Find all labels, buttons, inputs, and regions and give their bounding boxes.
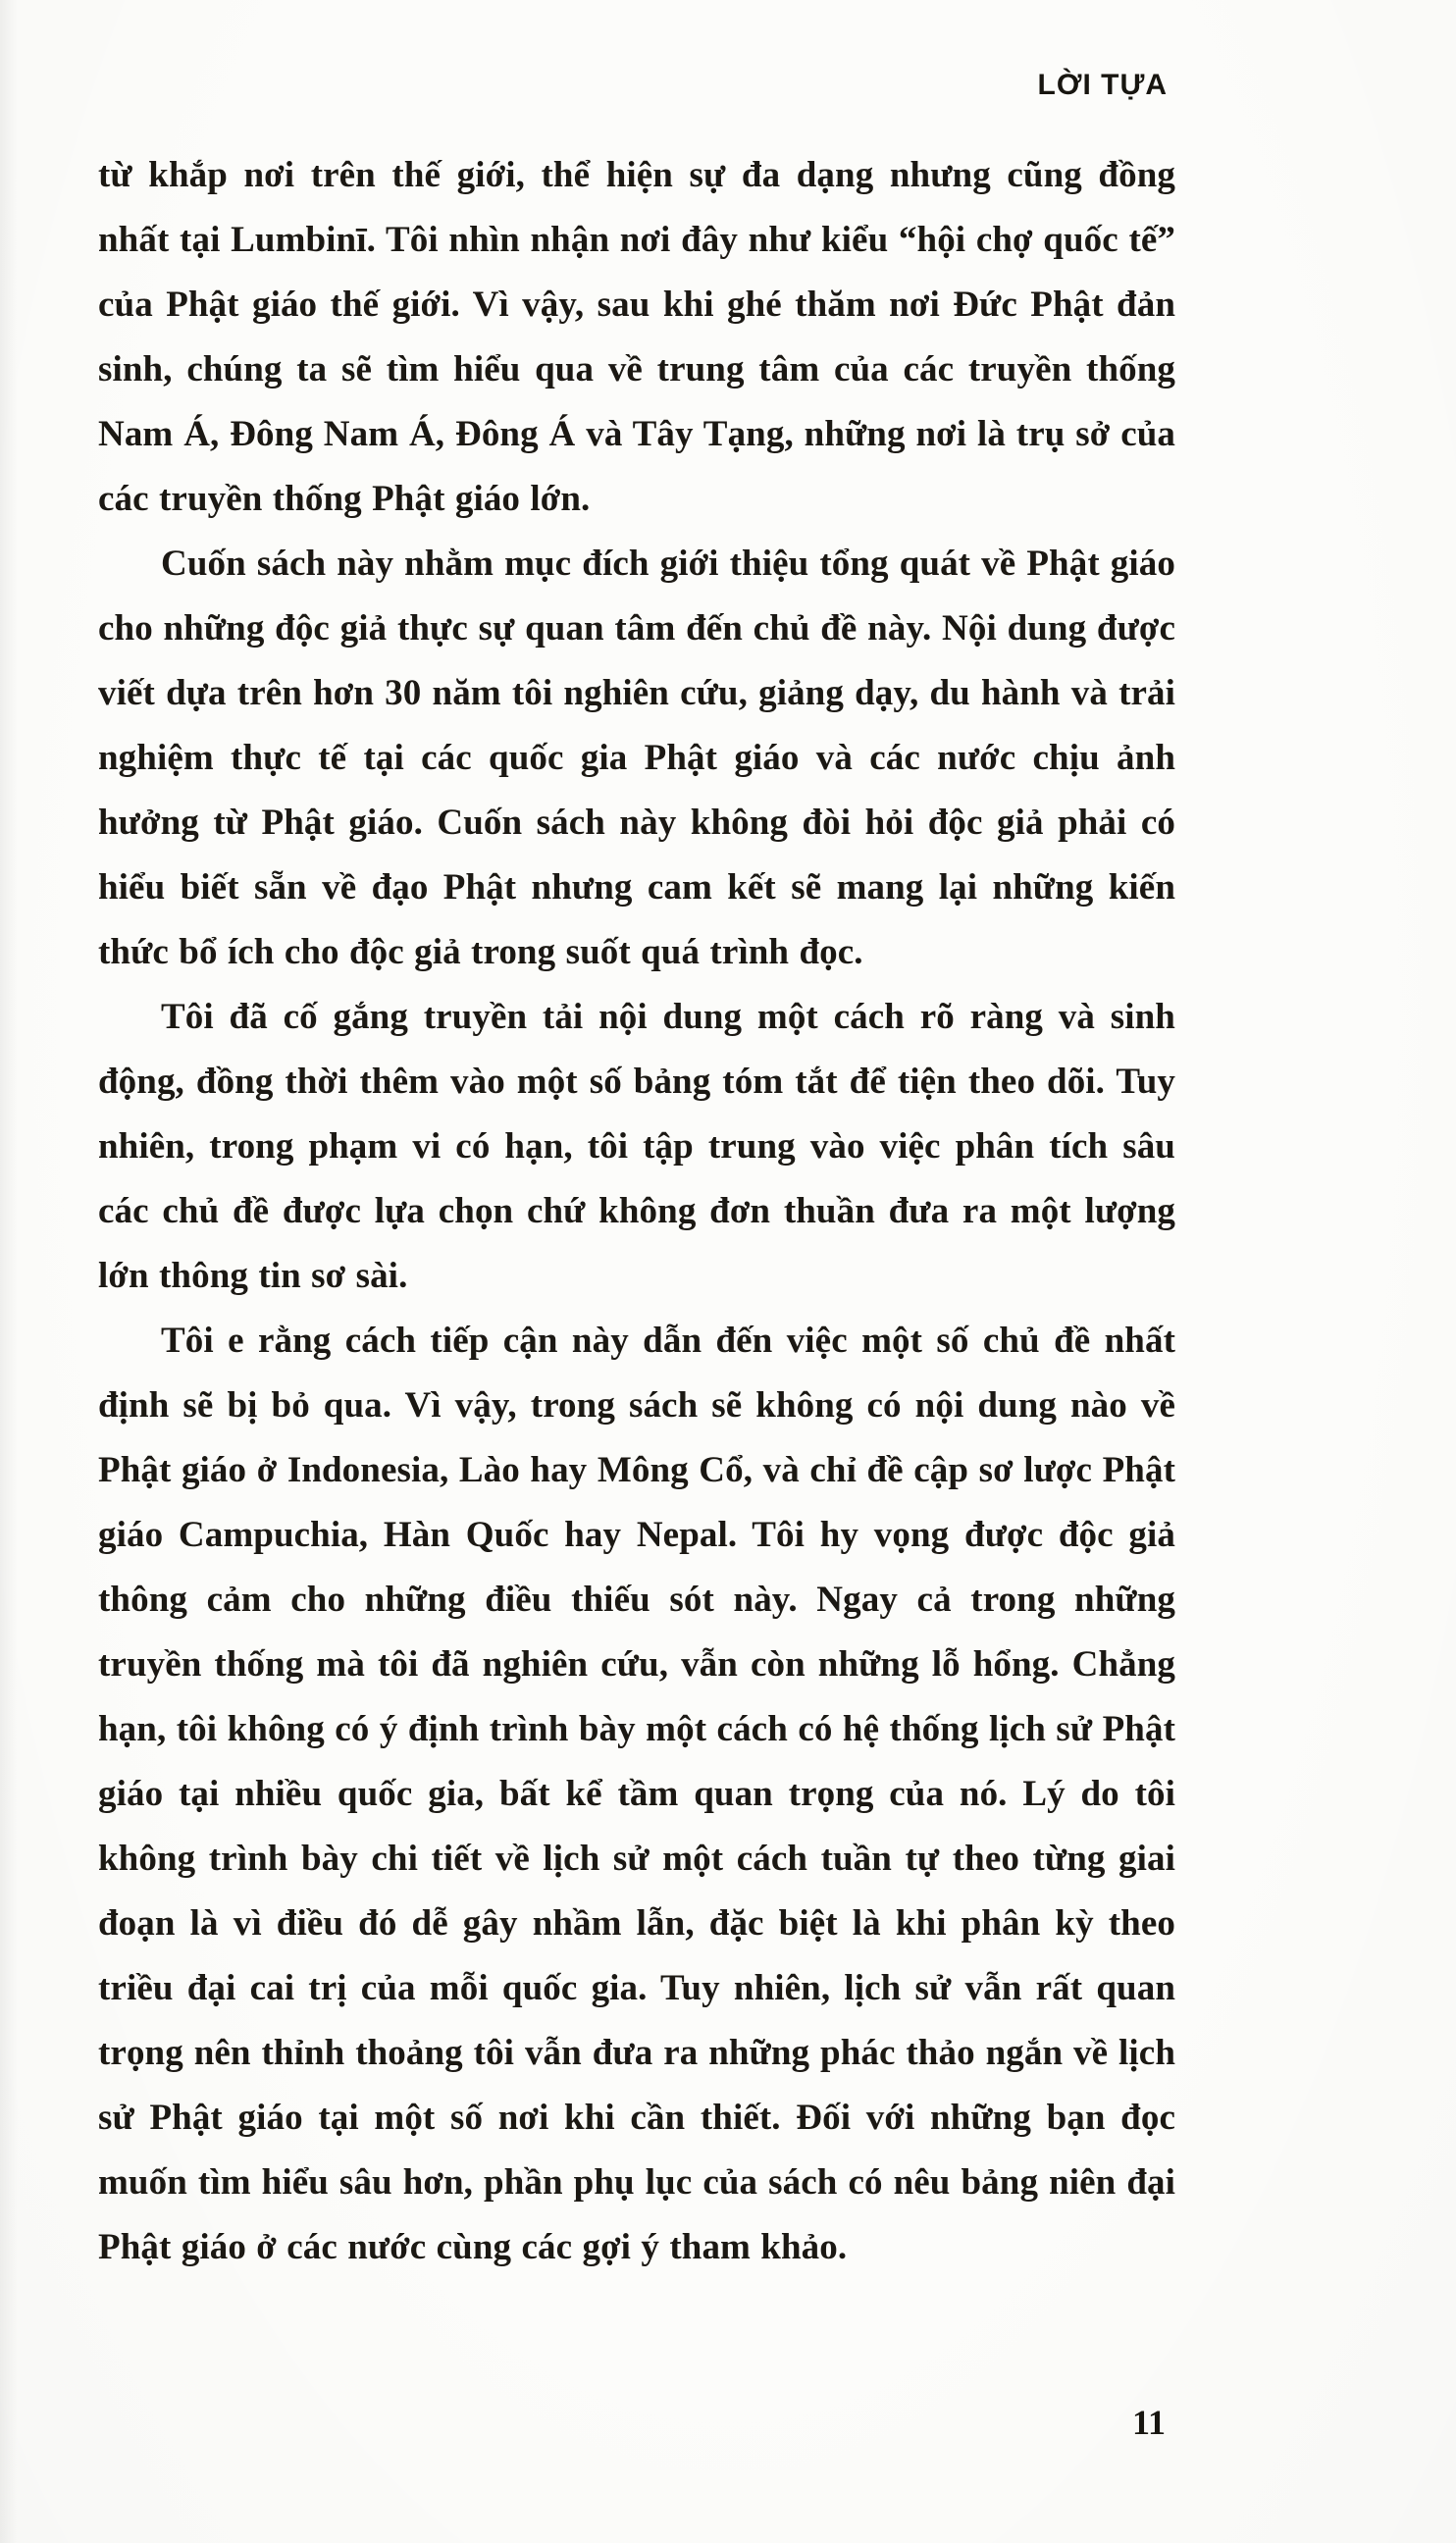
paragraph: Tôi e rằng cách tiếp cận này dẫn đến việc một số chủ đề nhất định sẽ bị bỏ qua. Vì vậy, trong sách sẽ không có nội dung nào về Phật giáo ở Indonesia, Lào hay Mông Cổ, và chỉ đề cập sơ lược Phật giáo Campuchia, Hàn Quốc hay Nepal. Tôi hy vọng được độc giả thông cảm cho những điều thiếu sót này. Ngay cả trong những truyền thống mà tôi đã nghiên cứu, vẫn còn những lỗ hổng. Chẳng hạn, tôi không có ý định trình bày một cách có hệ thống lịch sử Phật giáo tại nhiều quốc gia, bất kể tầm quan trọng của nó. Lý do tôi không trình bày chi tiết về lịch sử một cách tuần tự theo từng giai đoạn là vì điều đó dễ gây nhầm lẫn, đặc biệt là khi phân kỳ theo triều đại cai trị của mỗi quốc gia. Tuy nhiên, lịch sử vẫn rất quan trọng nên thỉnh thoảng tôi vẫn đưa ra những phác thảo ngắn về lịch sử Phật giáo tại một số nơi khi cần thiết. Đối với những bạn đọc muốn tìm hiểu sâu hơn, phần phụ lục của sách có nêu bảng niên đại Phật giáo ở các nước cùng các gợi ý tham khảo. (98, 1321, 1175, 2267)
running-header: LỜI TỰA (1037, 69, 1168, 101)
paragraph: Cuốn sách này nhằm mục đích giới thiệu tổng quát về Phật giáo cho những độc giả thực sự quan tâm đến chủ đề này. Nội dung được viết dựa trên hơn 30 năm tôi nghiên cứu, giảng dạy, du hành và trải nghiệm thực tế tại các quốc gia Phật giáo và các nước chịu ảnh hưởng từ Phật giáo. Cuốn sách này không đòi hỏi độc giả phải có hiểu biết sẵn về đạo Phật nhưng cam kết sẽ mang lại những kiến thức bổ ích cho độc giả trong suốt quá trình đọc. (98, 544, 1175, 972)
page-number: 11 (1131, 2403, 1166, 2442)
page-body (98, 143, 1175, 2280)
paragraph: Tôi đã cố gắng truyền tải nội dung một cách rõ ràng và sinh động, đồng thời thêm vào một số bảng tóm tắt để tiện theo dõi. Tuy nhiên, trong phạm vi có hạn, tôi tập trung vào việc phân tích sâu các chủ đề được lựa chọn chứ không đơn thuần đưa ra một lượng lớn thông tin sơ sài. (98, 997, 1175, 1296)
paragraph: từ khắp nơi trên thế giới, thể hiện sự đa dạng nhưng cũng đồng nhất tại Lumbinī. Tôi nhìn nhận nơi đây như kiểu “hội chợ quốc tế” của Phật giáo thế giới. Vì vậy, sau khi ghé thăm nơi Đức Phật đản sinh, chúng ta sẽ tìm hiểu qua về trung tâm của các truyền thống Nam Á, Đông Nam Á, Đông Á và Tây Tạng, những nơi là trụ sở của các truyền thống Phật giáo lớn. (98, 155, 1175, 519)
